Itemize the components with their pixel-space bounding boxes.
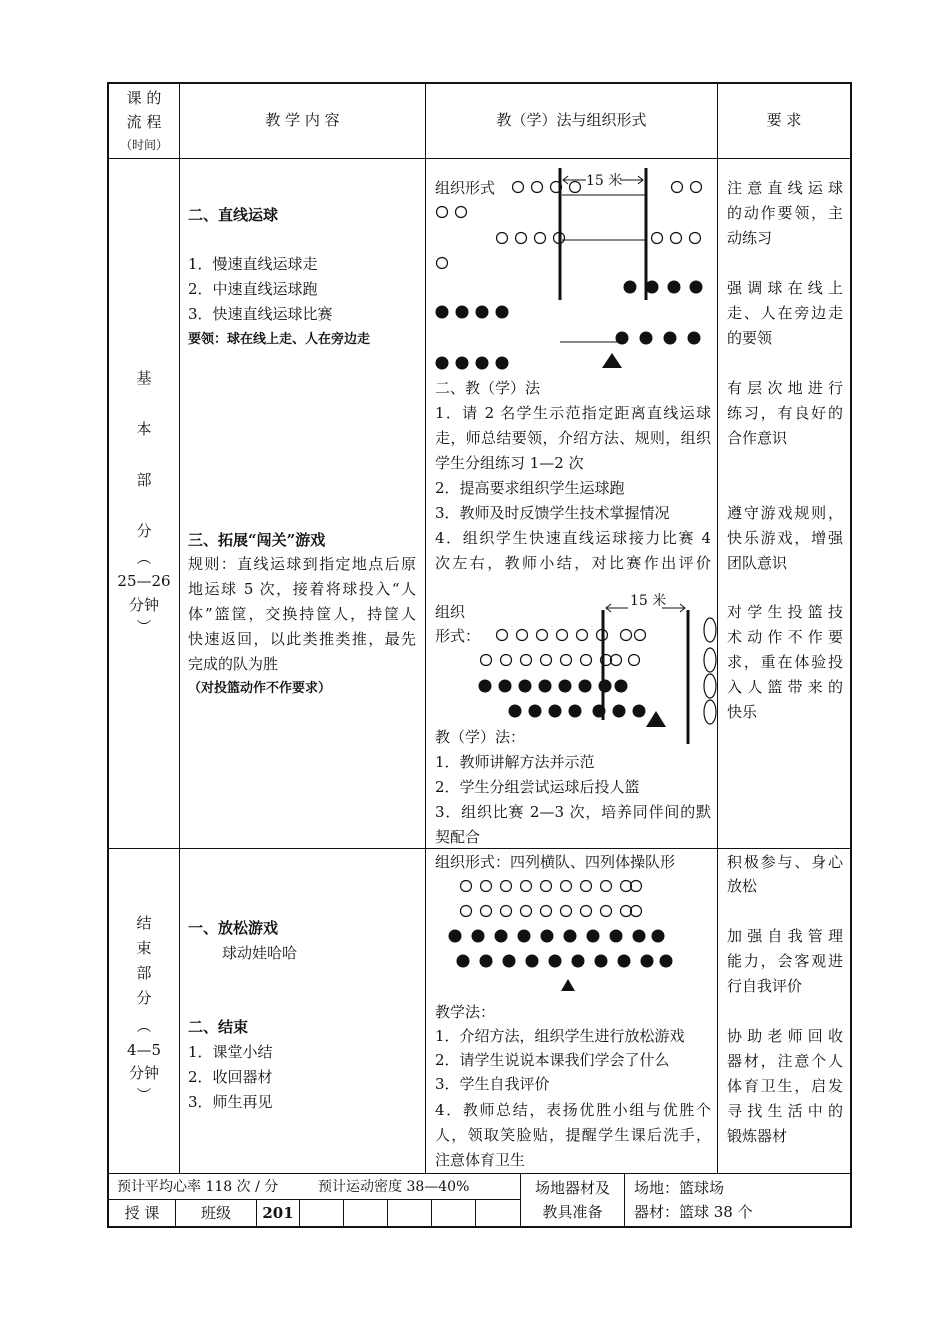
list-item: 2．中速直线运球跑 (188, 280, 318, 298)
org-form-label-2b: 形式： (435, 627, 481, 645)
list-item: 3．快速直线运球比赛 (188, 305, 333, 323)
section-title-relax: 一、放松游戏 (188, 919, 279, 937)
footer-cell-line (387, 1199, 388, 1227)
class-value: 201 (262, 1204, 294, 1222)
header-content: 教 学 内 容 (265, 111, 340, 129)
stage-char: 部 (136, 471, 152, 489)
section-title-end: 二、结束 (188, 1018, 249, 1036)
list-item: 1．慢速直线运球走 (188, 255, 318, 273)
stage-char: ︵ (136, 549, 152, 567)
equip-label-2: 教具准备 (542, 1203, 603, 1221)
footer-cell-line (431, 1199, 432, 1227)
stage-time: 25—26 (117, 572, 171, 590)
formation-diagram-1 (426, 160, 717, 375)
equipment: 器材：篮球 38 个 (634, 1203, 753, 1221)
stage-char: 束 (136, 939, 152, 957)
relax-game-name: 球动娃哈哈 (222, 944, 298, 962)
distance-label: 15 米 (586, 173, 623, 189)
stage-char: 本 (136, 420, 152, 438)
venue: 场地：篮球场 (634, 1179, 725, 1197)
teach-label: 授 课 (124, 1204, 160, 1222)
key-points: 要领：球在线上走、人在旁边走 (188, 332, 371, 347)
list-item: 1．课堂小结 (188, 1043, 273, 1061)
stage-char: 部 (136, 964, 152, 982)
stage-char: 结 (136, 914, 152, 932)
class-label: 班级 (200, 1204, 231, 1222)
header-requirements: 要 求 (766, 111, 802, 129)
heart-rate: 预计平均心率 118 次 / 分 (117, 1179, 279, 1195)
col-divider-3 (717, 82, 718, 1174)
footer-divider-venue (624, 1173, 625, 1227)
stage-time-unit: 分钟 (128, 1064, 159, 1082)
list-item: 3．师生再见 (188, 1093, 273, 1111)
header-stage-time: （时间） (119, 138, 168, 152)
equip-label: 场地器材及 (534, 1179, 610, 1197)
stage-char: 分 (136, 989, 152, 1007)
stage-char: ︵ (136, 1017, 152, 1035)
header-stage-line1: 课 的 (126, 89, 162, 107)
formation-diagram-3 (426, 874, 717, 994)
stage-char: 基 (136, 369, 152, 387)
end-org-form: 组织形式：四列横队、四列体操队形 (435, 853, 676, 871)
table-border-bottom (107, 1226, 852, 1228)
footer-cell-line (343, 1199, 344, 1227)
row-divider-end (107, 1173, 852, 1174)
col-divider-1 (179, 82, 180, 1174)
section-title-game: 三、拓展“闯关”游戏 (188, 531, 326, 549)
header-method: 教（学）法与组织形式 (496, 111, 647, 129)
table-border-top (107, 82, 852, 84)
stage-char: ︶ (136, 618, 152, 636)
stage-char: 分 (136, 522, 152, 540)
row-divider-header (107, 158, 852, 159)
stage-char: ︶ (136, 1086, 152, 1104)
distance-label-2: 15 米 (630, 593, 667, 609)
table-border-right (850, 82, 852, 1228)
row-divider-footer (107, 1199, 520, 1200)
lesson-plan-page: 课 的 流 程 （时间） 教 学 内 容 教（学）法与组织形式 要 求 基 本 部 分 ︵ 25—26 分钟 ︶ 二、直线运球 1．慢速直线运球走 2．中速直线运球跑 3．快速直线运球比赛 要领：球在线上走、人在旁边走 三、拓展“闯关”游戏 规则：直线运球到指定地点后原 地运球 5 次，接着将球投入“人 体”篮筐，交换持筐人，持筐人 快速返回，以此类推类推，最先 完成的队为胜 （对投篮动作不作要求） 组织形式 15 米 二、教（学）法 1．请 2 名学生示范指定距离直线运球 走，师总结要领，介绍方法、规则，组织 学生分组练习 1—2 次 2．提高要求组织学生运球跑 3．教师及时反馈学生技术掌握情况 4．组织学生快速直线运球接力比赛 4 次左右，教师小结，对比赛作出评价 组织 形式： 15 米 教（学）法： 1．教师讲解方法并示范 2．学生分组尝试运球后投人篮 3．组织比赛 2—3 次，培养同伴间的默 契配合 注意直线运球 的动作要领，主 动练习 强调球在线上 走、人在旁边走 的要领 有层次地进行 练习，有良好的 合作意识 遵守游戏规则， 快乐游戏，增强 团队意识 对学生投篮技 术动作不作要 求，重在体验投 入人篮带来的 快乐 结 束 部 分 ︵ 4—5 分钟 ︶ 一、放松游戏 球动娃哈哈 二、结束 1．课堂小结 2．收回器材 3．师生再见 组织形式：四列横队、四列体操队形 教学法： 1．介绍方法，组织学生进行放松游戏 2．请学生说说本课我们学会了什么 3．学生自我评价 4．教师总结，表扬优胜小组与优胜个 人，领取笑脸贴，提醒学生课后洗手， 注意体育卫生 积极参与、身心 放松 加强自我管理 能力，会客观进 行自我评价 协助老师回收 器材，注意个人 体育卫生，启发 寻找生活中的 锻炼器材 预计平均心率 118 次 / 分 预计运动密度 38—40% 场地器材及 教具准备 场地：篮球场 器材：篮球 38 个 授 课 班级 201 (0, 0, 950, 1344)
game-note: （对投篮动作不作要求） (188, 681, 332, 696)
stage-time: 4—5 (126, 1041, 162, 1059)
org-form-label-2: 组织 (435, 603, 466, 621)
header-stage-line2: 流 程 (126, 113, 162, 131)
org-form-label: 组织形式 (435, 179, 496, 197)
footer-cell-line (299, 1199, 300, 1227)
exercise-density: 预计运动密度 38—40% (318, 1179, 470, 1195)
section-title-dribble: 二、直线运球 (188, 206, 279, 224)
stage-time-unit: 分钟 (128, 596, 159, 614)
list-item: 2．收回器材 (188, 1068, 273, 1086)
footer-cell-line (475, 1199, 476, 1227)
